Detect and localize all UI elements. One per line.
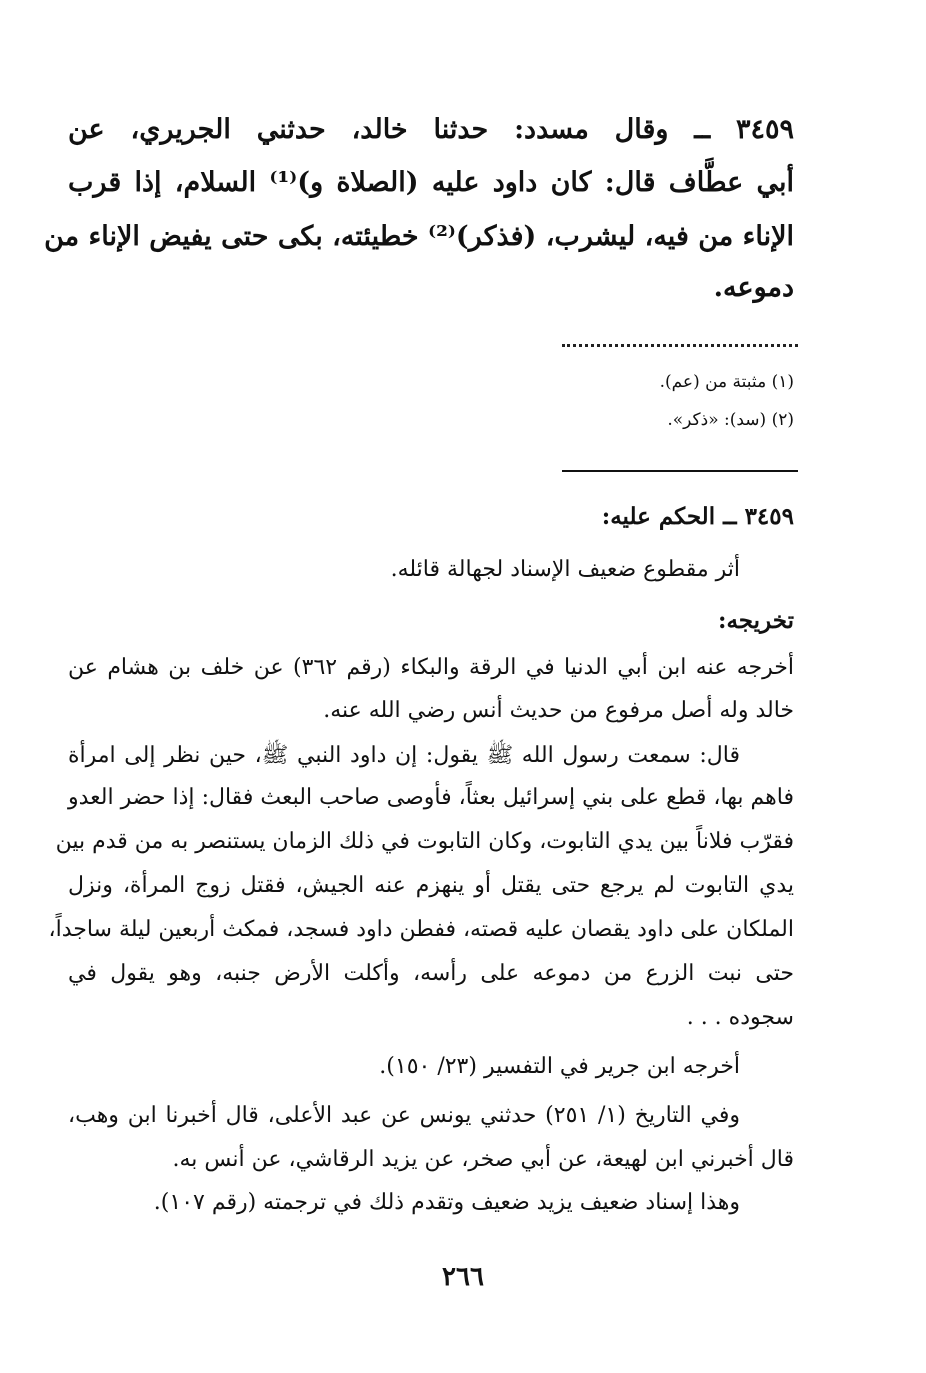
takhrij-line: حتى نبت الزرع من دموعه على رأسه، وأكلت الأرض جنبه، وهو يقول في — [68, 961, 794, 986]
hadith-line-4: دموعه. — [713, 272, 794, 303]
hadith-line-3: الإناء من فيه، ليشرب، (فذكر)⁽²⁾ خطيئته، بكى حتى يفيض الإناء من — [44, 221, 794, 252]
takhrij-line: أخرجه عنه ابن أبي الدنيا في الرقة والبكاء (رقم ٣٦٢) عن خلف بن هشام عن — [68, 655, 795, 680]
takhrij-line: فاهم بها، قطع على بني إسرائيل بعثاً، فأوصى صاحب البعث فقال: إذا حضر العدو — [68, 785, 794, 810]
takhrij-line: خالد وله أصل مرفوع من حديث أنس رضي الله عنه. — [323, 698, 794, 723]
takhrij-line: قال أخبرني ابن لهيعة، عن أبي صخر، عن يزيد الرقاشي، عن أنس به. — [172, 1147, 794, 1172]
takhrij-line: فقرّب فلاناً بين يدي التابوت، وكان التابوت في ذلك الزمان يستنصر به من قدم بين — [55, 829, 794, 854]
hadith-line-1: ٣٤٥٩ ــ وقال مسدد: حدثنا خالد، حدثني الجريري، عن — [68, 114, 794, 145]
takhrij-line: الملكان على داود يقصان عليه قصته، ففطن داود فسجد، فمكث أربعين ليلة ساجداً، — [48, 917, 794, 942]
ruling-text: أثر مقطوع ضعيف الإسناد لجهالة قائله. — [390, 557, 740, 582]
takhrij-line: قال: سمعت رسول الله ﷺ يقول: إن داود النبي ﷺ، حين نظر إلى امرأة — [68, 743, 740, 768]
takhrij-line: وفي التاريخ (١/ ٢٥١) حدثني يونس عن عبد الأعلى، قال أخبرنا ابن وهب، — [68, 1103, 741, 1128]
takhrij-line: يدي التابوت لم يرجع حتى يقتل أو ينهزم عنه الجيش، فقتل زوج المرأة، ونزل — [68, 873, 794, 898]
ruling-heading: ٣٤٥٩ ــ الحكم عليه: — [601, 503, 794, 530]
footnote-separator — [562, 344, 798, 347]
takhrij-line: أخرجه ابن جرير في التفسير (٢٣/ ١٥٠). — [379, 1054, 740, 1079]
takhrij-heading: تخريجه: — [717, 607, 794, 634]
footnote-2: (٢) (سد): «ذكر». — [667, 410, 794, 430]
section-divider — [562, 470, 798, 472]
takhrij-line: سجوده . . . — [686, 1005, 794, 1030]
page-number: ٢٦٦ — [442, 1262, 484, 1292]
footnote-1: (١) مثبتة من (عم). — [659, 372, 794, 392]
takhrij-line: وهذا إسناد ضعيف يزيد ضعيف وتقدم ذلك في ترجمته (رقم ١٠٧). — [153, 1190, 740, 1215]
hadith-line-2: أبي عطَّاف قال: كان داود عليه (الصلاة و)⁽¹⁾ السلام، إذا قرب — [68, 167, 794, 198]
